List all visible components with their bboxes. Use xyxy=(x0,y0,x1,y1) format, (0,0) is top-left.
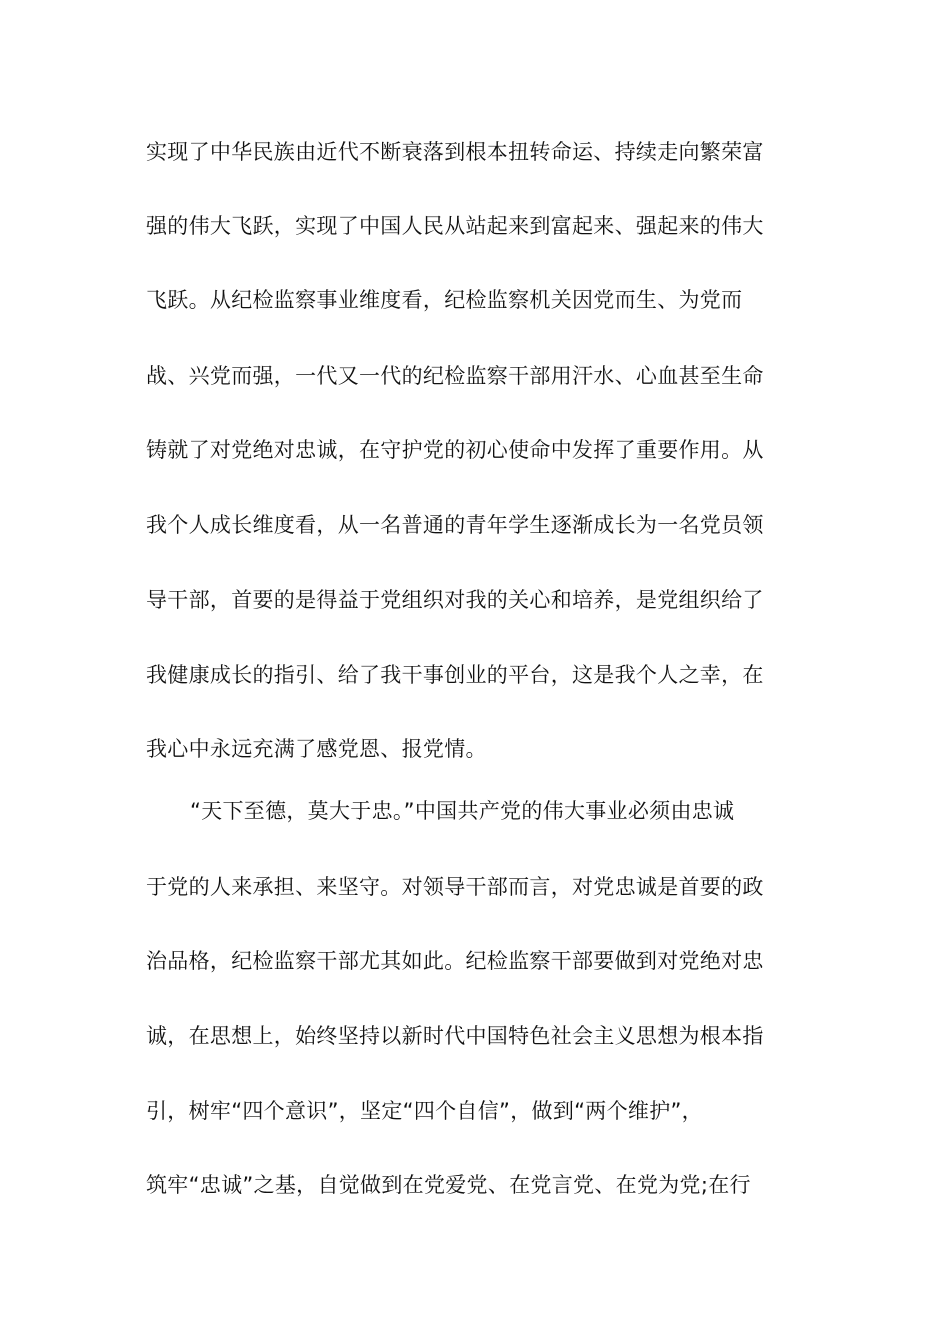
text-line: 飞跃。从纪检监察事业维度看，纪检监察机关因党而生、为党而 xyxy=(146,288,743,312)
text-line: 导干部，首要的是得益于党组织对我的关心和培养，是党组织给了 xyxy=(146,588,764,612)
text-line: 我健康成长的指引、给了我干事创业的平台，这是我个人之幸，在 xyxy=(146,663,764,687)
text-line: 引，树牢“四个意识”，坚定“四个自信”，做到“两个维护”， xyxy=(146,1099,703,1123)
text-line: 治品格，纪检监察干部尤其如此。纪检监察干部要做到对党绝对忠 xyxy=(146,949,764,973)
text-line: 我个人成长维度看，从一名普通的青年学生逐渐成长为一名党员领 xyxy=(146,513,764,537)
text-line: 实现了中华民族由近代不断衰落到根本扭转命运、持续走向繁荣富 xyxy=(146,140,764,164)
text-line: 筑牢“忠诚”之基，自觉做到在党爱党、在党言党、在党为党;在行 xyxy=(146,1173,751,1197)
text-line: 我心中永远充满了感党恩、报党情。 xyxy=(146,737,487,761)
text-line: 战、兴党而强，一代又一代的纪检监察干部用汗水、心血甚至生命 xyxy=(146,364,764,388)
text-line: 诚，在思想上，始终坚持以新时代中国特色社会主义思想为根本指 xyxy=(146,1024,764,1048)
paragraph-start-line: “天下至德，莫大于忠。”中国共产党的伟大事业必须由忠诚 xyxy=(190,799,735,823)
text-line: 于党的人来承担、来坚守。对领导干部而言，对党忠诚是首要的政 xyxy=(146,875,764,899)
text-line: 强的伟大飞跃，实现了中国人民从站起来到富起来、强起来的伟大 xyxy=(146,214,764,238)
text-line: 铸就了对党绝对忠诚，在守护党的初心使命中发挥了重要作用。从 xyxy=(146,438,764,462)
